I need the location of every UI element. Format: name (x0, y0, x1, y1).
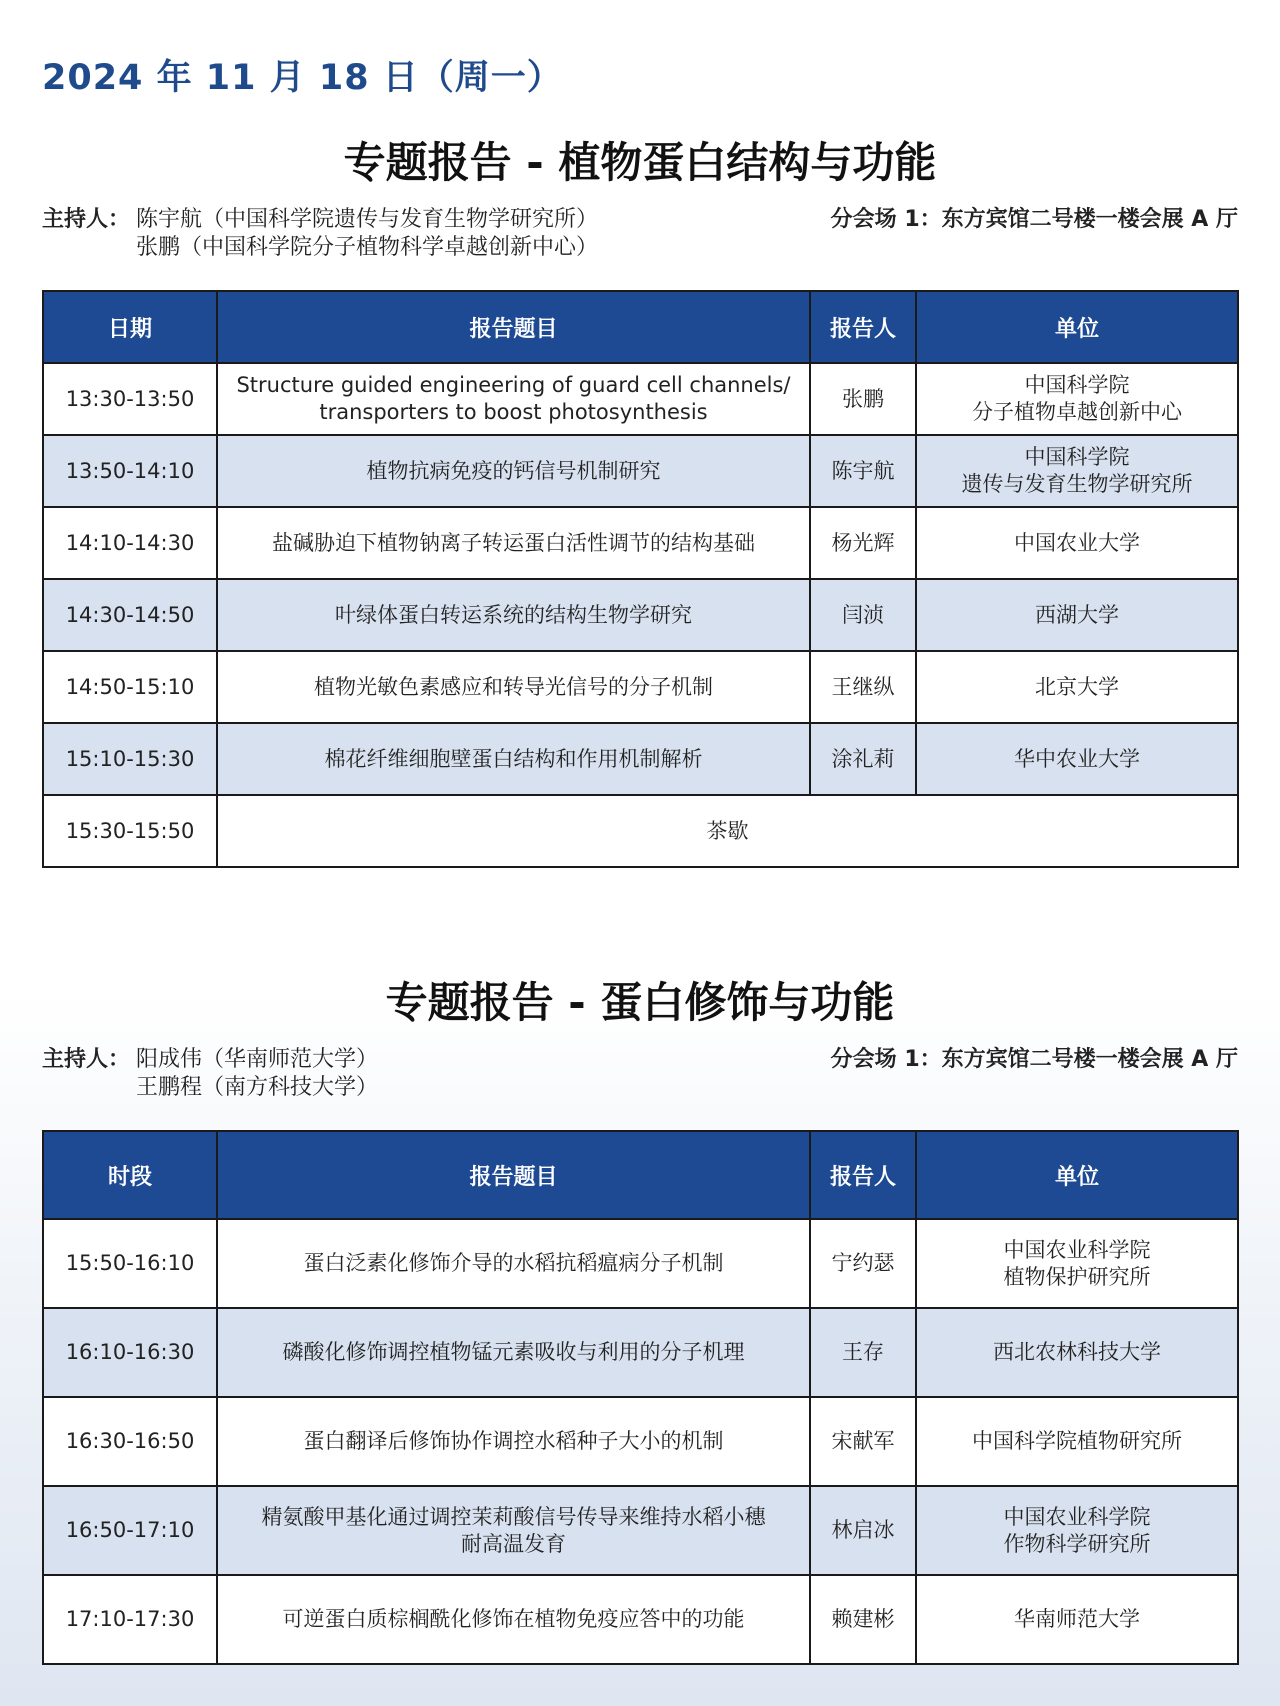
unit-cell: 中国科学院 遗传与发育生物学研究所 (916, 435, 1238, 507)
unit-cell: 西北农林科技大学 (916, 1308, 1238, 1397)
speaker-cell: 张鹏 (810, 363, 916, 435)
table-row (43, 507, 1238, 579)
time-cell: 16:30-16:50 (43, 1397, 217, 1486)
unit-cell: 中国科学院植物研究所 (916, 1397, 1238, 1486)
table-row (43, 651, 1238, 723)
speaker-cell: 王继纵 (810, 651, 916, 723)
time-cell: 14:30-14:50 (43, 579, 217, 651)
talk-title-cell: 可逆蛋白质棕榈酰化修饰在植物免疫应答中的功能 (217, 1575, 810, 1664)
unit-cell: 中国农业科学院 植物保护研究所 (916, 1219, 1238, 1308)
speaker-cell: 王存 (810, 1308, 916, 1397)
host-label: 主持人： (42, 207, 131, 232)
table-row (43, 1219, 1238, 1308)
col-header-speaker: 报告人 (810, 291, 916, 363)
speaker-cell: 赖建彬 (810, 1575, 916, 1664)
time-cell: 15:10-15:30 (43, 723, 217, 795)
unit-cell: 中国农业科学院 作物科学研究所 (916, 1486, 1238, 1575)
session-1-hosts (42, 206, 598, 262)
session-2-schedule-table (42, 1130, 1239, 1665)
col-header-date: 日期 (43, 291, 217, 363)
host-name: 王鹏程（南方科技大学） (136, 1075, 379, 1100)
speaker-cell: 涂礼莉 (810, 723, 916, 795)
unit-cell: 中国科学院 分子植物卓越创新中心 (916, 363, 1238, 435)
talk-title-cell: 蛋白翻译后修饰协作调控水稻种子大小的机制 (217, 1397, 810, 1486)
session-1-schedule-table (42, 290, 1239, 868)
unit-cell: 西湖大学 (916, 579, 1238, 651)
host-label: 主持人： (42, 1047, 131, 1072)
table-row (43, 1308, 1238, 1397)
col-header-unit: 单位 (916, 291, 1238, 363)
host-name: 张鹏（中国科学院分子植物科学卓越创新中心） (136, 235, 599, 260)
time-cell: 16:10-16:30 (43, 1308, 217, 1397)
break-row (43, 795, 1238, 867)
table-row (43, 435, 1238, 507)
session-1-title: 专题报告 - 植物蛋白结构与功能 (343, 138, 937, 187)
col-header-speaker: 报告人 (810, 1131, 916, 1219)
talk-title-cell: 植物抗病免疫的钙信号机制研究 (217, 435, 810, 507)
talk-title-cell: 盐碱胁迫下植物钠离子转运蛋白活性调节的结构基础 (217, 507, 810, 579)
col-header-title: 报告题目 (217, 1131, 810, 1219)
unit-cell: 华南师范大学 (916, 1575, 1238, 1664)
session-2-venue: 分会场 1：东方宾馆二号楼一楼会展 A 厅 (830, 1047, 1238, 1072)
table-header-row (43, 1131, 1238, 1219)
table-header-row (43, 291, 1238, 363)
speaker-cell: 林启冰 (810, 1486, 916, 1575)
host-name: 陈宇航（中国科学院遗传与发育生物学研究所） (136, 207, 599, 232)
col-header-title: 报告题目 (217, 291, 810, 363)
speaker-cell: 宁约瑟 (810, 1219, 916, 1308)
talk-title-cell: Structure guided engineering of guard cell channels/ transporters to boost photosynthesis (217, 363, 810, 435)
date-heading: 2024 年 11 月 18 日（周一） (42, 58, 563, 98)
table-row (43, 579, 1238, 651)
table-row (43, 1397, 1238, 1486)
speaker-cell: 宋献军 (810, 1397, 916, 1486)
session-1-venue: 分会场 1：东方宾馆二号楼一楼会展 A 厅 (830, 207, 1238, 232)
table-row (43, 723, 1238, 795)
speaker-cell: 陈宇航 (810, 435, 916, 507)
table-row (43, 1575, 1238, 1664)
time-cell: 17:10-17:30 (43, 1575, 217, 1664)
talk-title-cell: 植物光敏色素感应和转导光信号的分子机制 (217, 651, 810, 723)
time-cell: 13:30-13:50 (43, 363, 217, 435)
host-name: 阳成伟（华南师范大学） (136, 1047, 379, 1072)
table-row (43, 363, 1238, 435)
time-cell: 14:50-15:10 (43, 651, 217, 723)
session-2-hosts (42, 1046, 378, 1102)
session-2-title: 专题报告 - 蛋白修饰与功能 (385, 978, 895, 1027)
talk-title-cell: 叶绿体蛋白转运系统的结构生物学研究 (217, 579, 810, 651)
col-header-unit: 单位 (916, 1131, 1238, 1219)
time-cell: 13:50-14:10 (43, 435, 217, 507)
time-cell: 15:50-16:10 (43, 1219, 217, 1308)
table-row (43, 1486, 1238, 1575)
time-cell: 14:10-14:30 (43, 507, 217, 579)
col-header-time: 时段 (43, 1131, 217, 1219)
talk-title-cell: 精氨酸甲基化通过调控茉莉酸信号传导来维持水稻小穗 耐高温发育 (217, 1486, 810, 1575)
speaker-cell: 杨光辉 (810, 507, 916, 579)
break-label-cell: 茶歇 (217, 795, 1238, 867)
unit-cell: 中国农业大学 (916, 507, 1238, 579)
talk-title-cell: 蛋白泛素化修饰介导的水稻抗稻瘟病分子机制 (217, 1219, 810, 1308)
unit-cell: 华中农业大学 (916, 723, 1238, 795)
talk-title-cell: 棉花纤维细胞壁蛋白结构和作用机制解析 (217, 723, 810, 795)
time-cell: 16:50-17:10 (43, 1486, 217, 1575)
time-cell: 15:30-15:50 (43, 795, 217, 867)
speaker-cell: 闫浈 (810, 579, 916, 651)
unit-cell: 北京大学 (916, 651, 1238, 723)
talk-title-cell: 磷酸化修饰调控植物锰元素吸收与利用的分子机理 (217, 1308, 810, 1397)
